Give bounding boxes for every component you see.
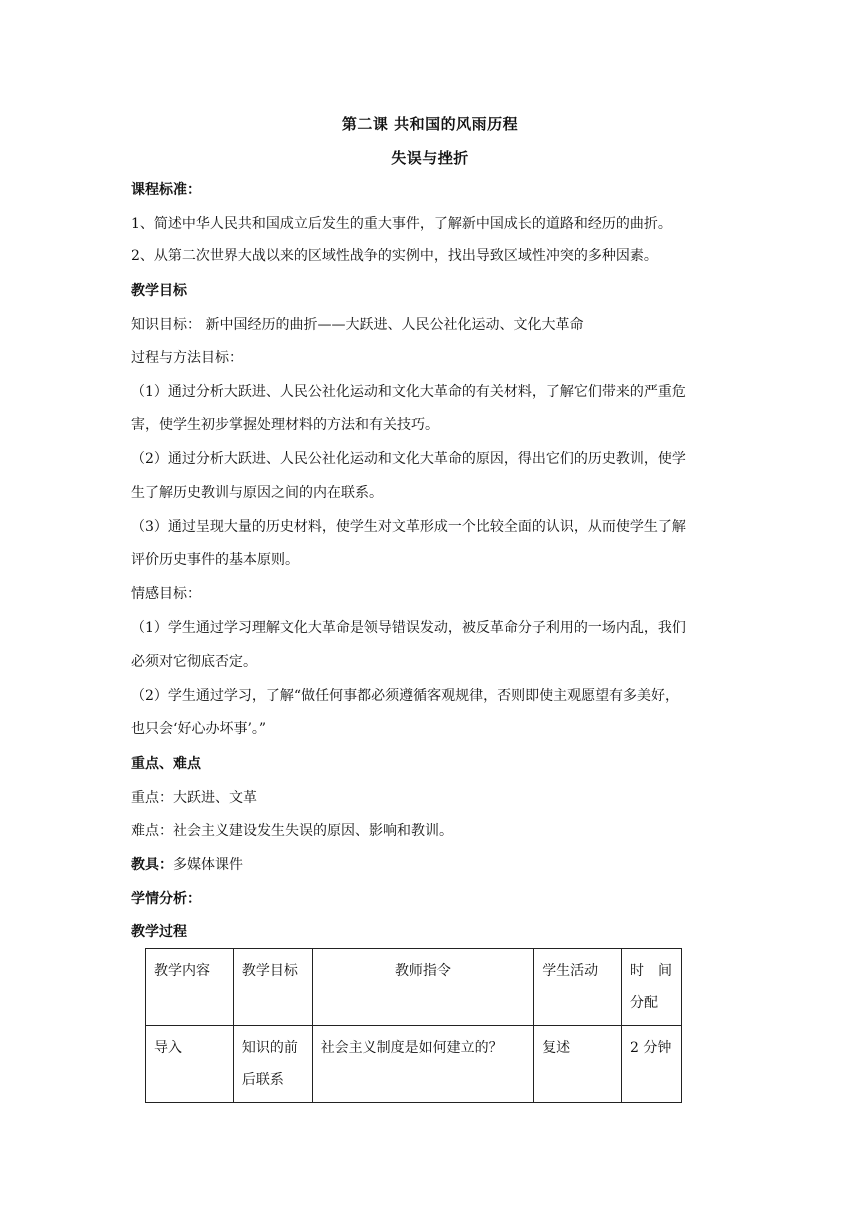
paragraph-line: 必须对它彻底否定。 <box>131 654 257 670</box>
table-header-cell: 教师指令 <box>312 949 534 1026</box>
table-header-cell: 学生活动 <box>534 949 622 1026</box>
teaching-tools-line <box>131 855 743 875</box>
section-heading-analysis: 学情分析： <box>131 891 201 907</box>
section-heading-curriculum: 课程标准： <box>131 182 201 198</box>
paragraph-line: 生了解历史教训与原因之间的内在联系。 <box>131 485 383 501</box>
paragraph-line: 2、从第二次世界大战以来的区域性战争的实例中，找出导致区域性冲突的多种因素。 <box>131 248 658 264</box>
section-heading-key-points: 重点、难点 <box>131 756 201 772</box>
table-cell: 知识的前后联系 <box>233 1026 312 1103</box>
teaching-tools-label: 教具： <box>131 857 173 873</box>
paragraph-line: （1）通过分析大跃进、人民公社化运动和文化大革命的有关材料，了解它们带来的严重危 <box>131 384 686 400</box>
table-header-row <box>146 949 682 1026</box>
paragraph-line: 情感目标： <box>131 586 201 602</box>
lesson-subtitle: 失误与挫折 <box>391 149 469 167</box>
paragraph-line: （1）学生通过学习理解文化大革命是领导错误发动，被反革命分子利用的一场内乱，我们 <box>131 620 686 636</box>
paragraph-line: 1、简述中华人民共和国成立后发生的重大事件，了解新中国成长的道路和经历的曲折。 <box>131 216 672 232</box>
table-header-cell: 教学目标 <box>233 949 312 1026</box>
section-heading-objectives: 教学目标 <box>131 283 187 299</box>
table-cell: 社会主义制度是如何建立的？ <box>312 1026 534 1103</box>
table-header-cell: 时 间分配 <box>622 949 682 1026</box>
paragraph-line: 重点：大跃进、文革 <box>131 790 257 806</box>
paragraph-line: （3）通过呈现大量的历史材料，使学生对文革形成一个比较全面的认识，从而使学生了解 <box>131 519 686 535</box>
section-heading-process: 教学过程 <box>131 924 187 940</box>
lesson-title: 第二课 共和国的风雨历程 <box>341 115 519 133</box>
paragraph-line: 难点：社会主义建设发生失误的原因、影响和教训。 <box>131 823 453 839</box>
table-row <box>146 1026 682 1103</box>
teaching-process-table <box>145 948 682 1103</box>
paragraph-line: 过程与方法目标： <box>131 350 243 366</box>
teaching-tools-value: 多媒体课件 <box>173 857 243 873</box>
paragraph-line: 知识目标： 新中国经历的曲折——大跃进、人民公社化运动、文化大革命 <box>131 317 584 333</box>
table-header-cell: 教学内容 <box>146 949 234 1026</box>
table-cell: 2 分钟 <box>622 1026 682 1103</box>
table-cell: 复述 <box>534 1026 622 1103</box>
paragraph-line: （2）通过分析大跃进、人民公社化运动和文化大革命的原因，得出它们的历史教训，使学 <box>131 451 686 467</box>
table-cell: 导入 <box>146 1026 234 1103</box>
paragraph-line: 评价历史事件的基本原则。 <box>131 552 299 568</box>
paragraph-line: （2）学生通过学习，了解“做任何事都必须遵循客观规律，否则即使主观愿望有多美好， <box>131 688 680 704</box>
paragraph-line: 害，使学生初步掌握处理材料的方法和有关技巧。 <box>131 417 439 433</box>
paragraph-line: 也只会‘好心办坏事’。” <box>131 721 267 737</box>
